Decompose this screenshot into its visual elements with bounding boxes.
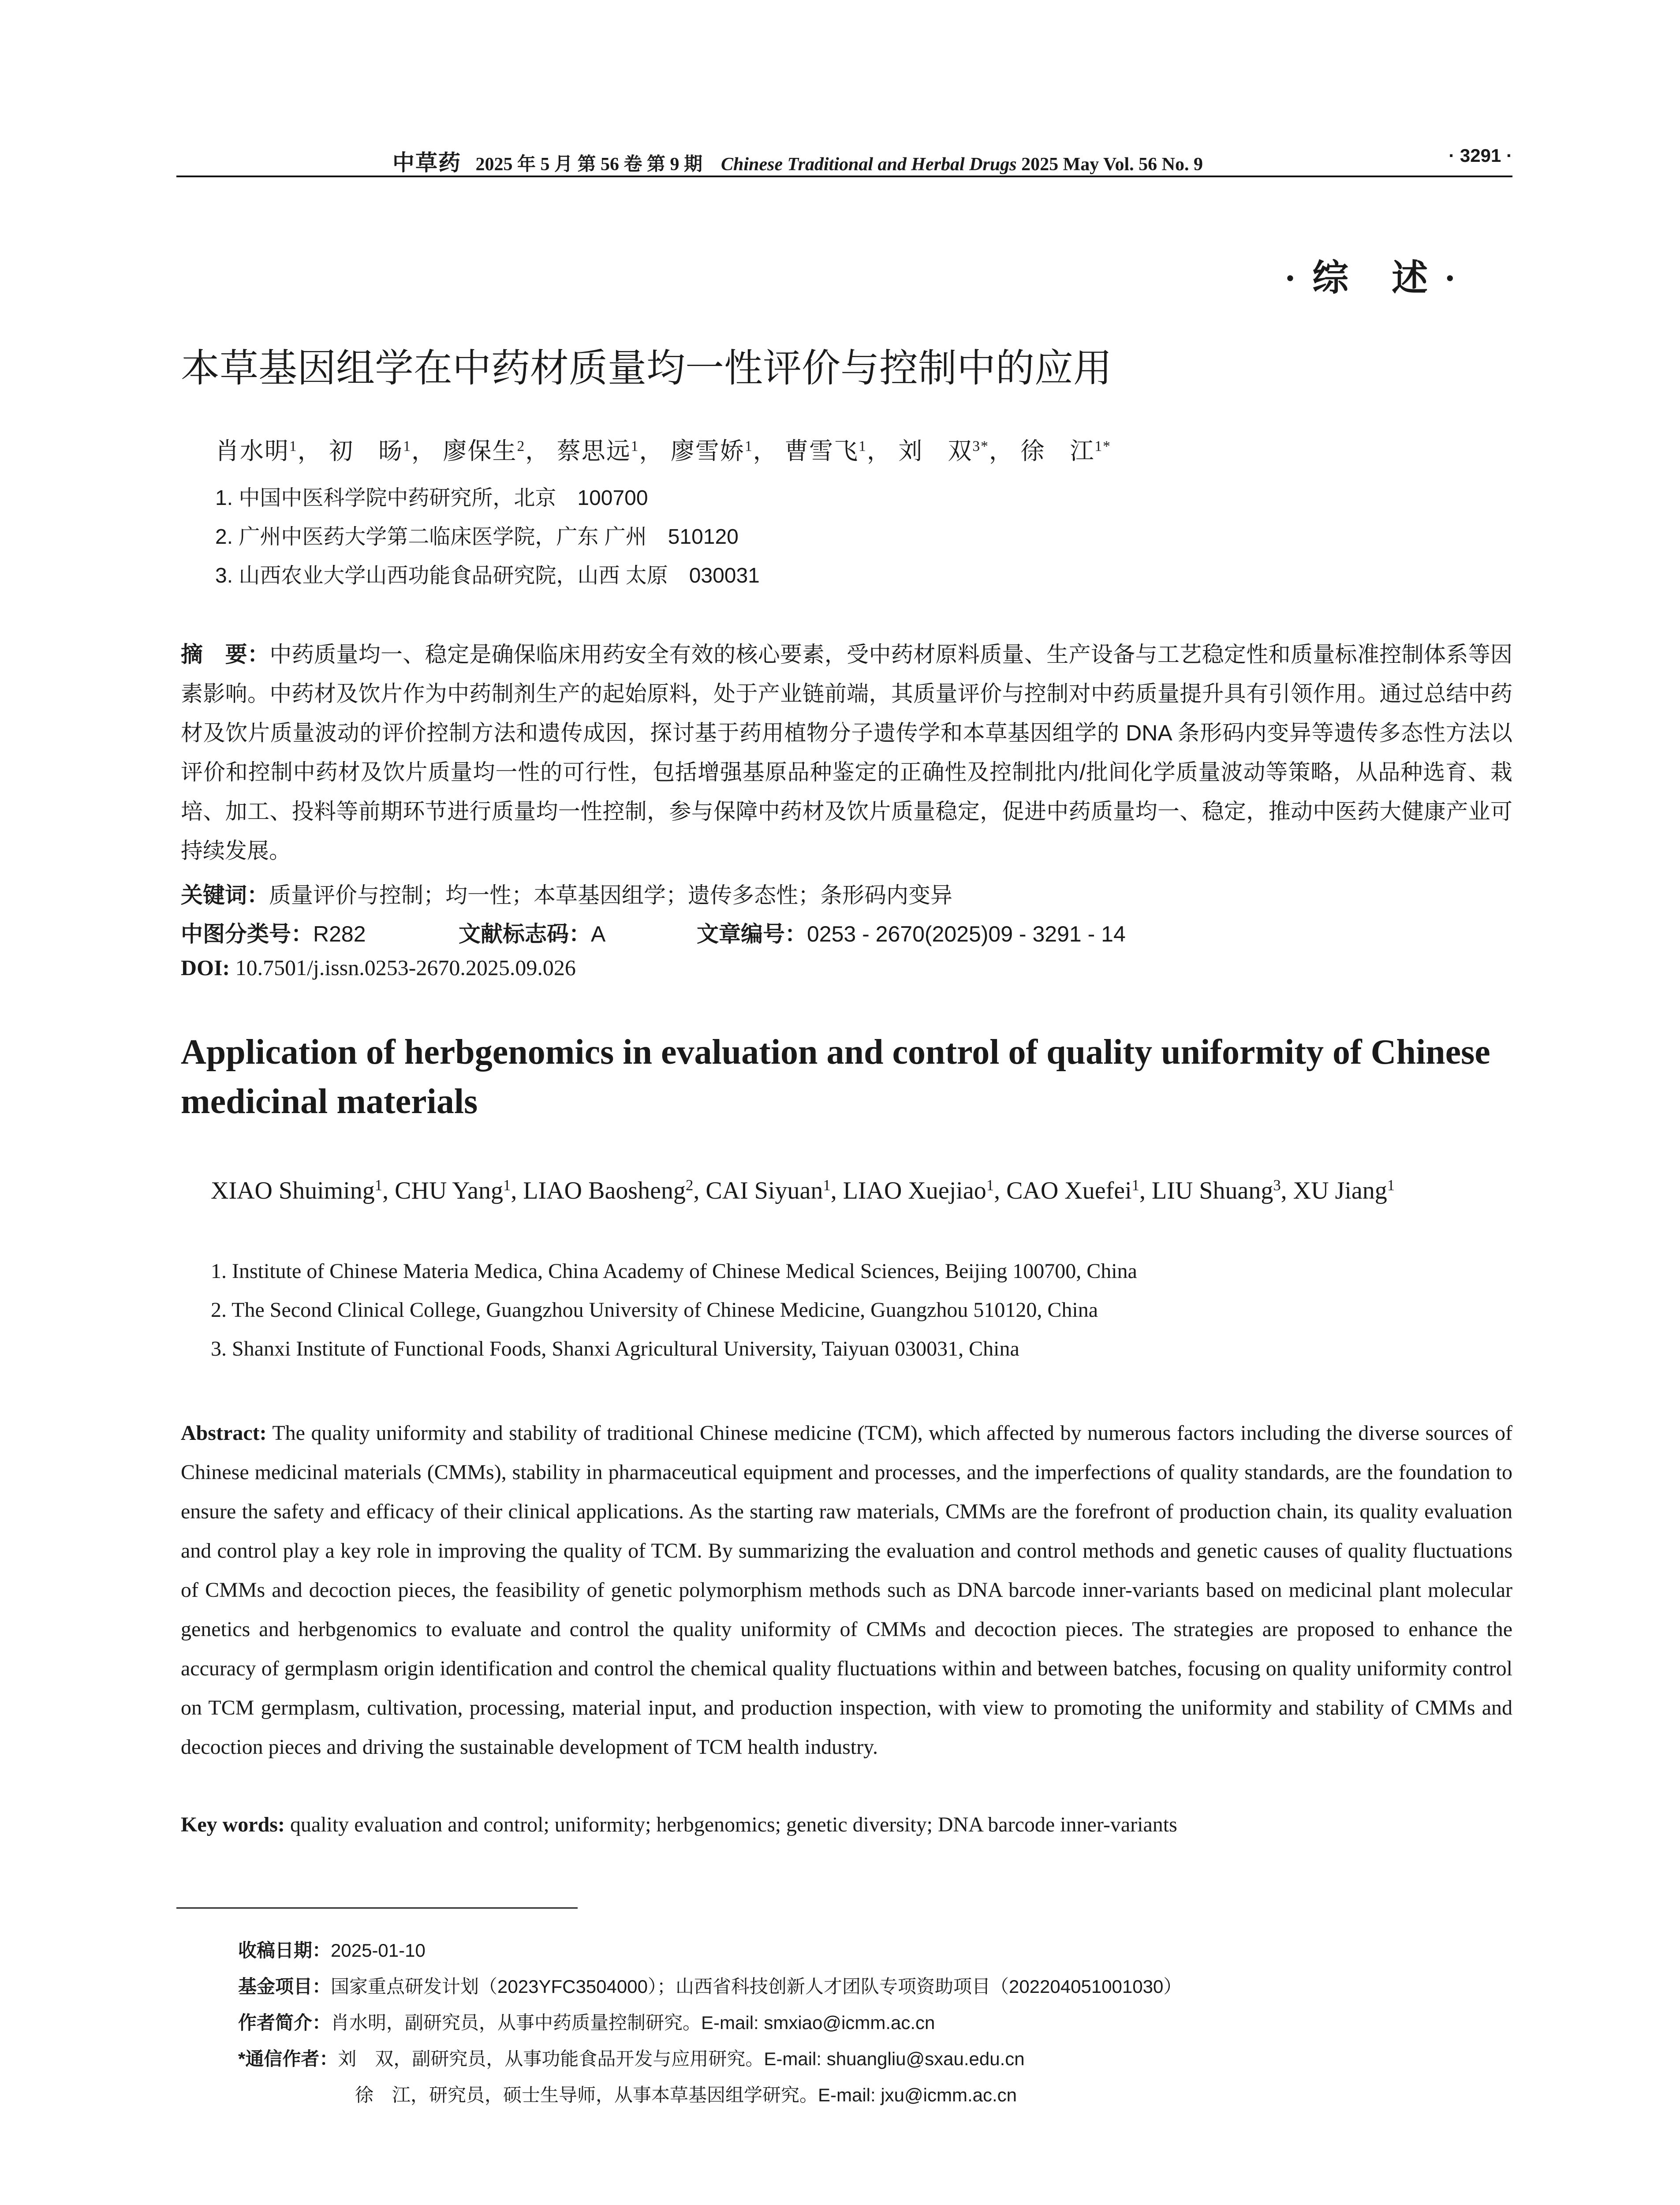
keywords-en	[181, 1813, 1177, 1837]
author-en: XU Jiang$^1$	[1293, 1176, 1395, 1204]
abstract-cn-label: 摘 要：	[181, 642, 270, 667]
journal-short-name: 中草药	[392, 150, 461, 175]
footnote-fund: 基金项目：国家重点研发计划（2023YFC3504000）；山西省科技创新人才团队专项资助项目（202204051001030）	[238, 1976, 1182, 1997]
keywords-en-text: quality evaluation and control; uniformity; herbgenomics; genetic diversity; DNA barcode inner-variants	[290, 1813, 1177, 1836]
authors-cn	[215, 432, 1111, 466]
abstract-cn	[181, 635, 1512, 871]
section-label: · 综 述 ·	[1284, 258, 1460, 298]
page-number: · 3291 ·	[1449, 145, 1512, 166]
footnote-corresponding-2: 徐 江，研究员，硕士生导师，从事本草基因组学研究。E-mail: jxu@icmm.ac.cn	[355, 2085, 1017, 2105]
affiliation-en: 1. Institute of Chinese Materia Medica, China Academy of Chinese Medical Sciences, Beijing 100700, China	[211, 1259, 1137, 1283]
author-cn: 廖雪娇$^1$，	[670, 438, 778, 464]
doc-code-label: 文献标志码：	[459, 922, 591, 946]
author-en: CAO Xuefei$^1$,	[1006, 1176, 1152, 1204]
author-cn: 刘 双$^{3*}$，	[898, 438, 1014, 464]
author-cn: 蔡思远$^1$，	[556, 438, 664, 464]
affiliation-cn: 3. 山西农业大学山西功能食品研究院，山西 太原 030031	[215, 564, 760, 587]
author-en: LIAO Xuejiao$^1$,	[843, 1176, 1007, 1204]
running-header	[176, 143, 1512, 175]
doc-code-value: A	[591, 922, 606, 946]
doi-value[interactable]: 10.7501/j.issn.0253-2670.2025.09.026	[235, 955, 576, 980]
author-cn: 曹雪飞$^1$，	[784, 438, 892, 464]
author-en: LIAO Baosheng$^2$,	[523, 1176, 706, 1204]
abstract-cn-text: 中药质量均一、稳定是确保临床用药安全有效的核心要素，受中药材原料质量、生产设备与工艺稳定性和质量标准控制体系等因素影响。中药材及饮片作为中药制剂生产的起始原料，处于产业链前端，其质量评价与控制对中药质量提升具有引领作用。通过总结中药材及饮片质量波动的评价控制方法和遗传成因，探讨基于药用植物分子遗传学和本草基因组学的 DNA 条形码内变异等遗传多态性方法以评价和控制中药材及饮片质量均一性的可行性，包括增强基原品种鉴定的正确性及控制批内/批间化学质量波动等策略，从品种选育、栽培、加工、投料等前期环节进行质量均一性控制，参与保障中药材及饮片质量稳定，促进中药质量均一、稳定，推动中医药大健康产业可持续发展。	[181, 642, 1513, 863]
keywords-cn-label: 关键词：	[181, 883, 269, 908]
abstract-en-label: Abstract:	[181, 1421, 267, 1445]
footnote-author-bio: 作者简介：肖水明，副研究员，从事中药质量控制研究。E-mail: smxiao@icmm.ac.cn	[238, 2012, 935, 2033]
author-en: CHU Yang$^1$,	[395, 1176, 523, 1204]
keywords-cn-text: 质量评价与控制；均一性；本草基因组学；遗传多态性；条形码内变异	[269, 883, 952, 908]
doi-line	[181, 955, 576, 980]
issue-cn: 2025 年 5 月 第 56 卷 第 9 期	[475, 154, 703, 175]
footnote-received: 收稿日期：2025-01-10	[238, 1940, 426, 1961]
author-cn: 初 旸$^1$，	[329, 438, 436, 464]
affiliation-en: 2. The Second Clinical College, Guangzhou University of Chinese Medicine, Guangzhou 510120, China	[211, 1298, 1098, 1322]
title-cn: 本草基因组学在中药材质量均一性评价与控制中的应用	[181, 346, 1113, 390]
article-no-label: 文章编号：	[697, 922, 807, 946]
author-en: LIU Shuang$^3$,	[1152, 1176, 1293, 1204]
affiliation-cn: 2. 广州中医药大学第二临床医学院，广东 广州 510120	[215, 525, 739, 549]
header-rule	[176, 176, 1512, 177]
author-en: CAI Siyuan$^1$,	[706, 1176, 843, 1204]
article-no-value: 0253 - 2670(2025)09 - 3291 - 14	[807, 922, 1126, 946]
clc-value: R282	[313, 922, 366, 946]
keywords-cn	[181, 878, 952, 909]
keywords-en-label: Key words:	[181, 1813, 285, 1836]
footnote-rule	[176, 1907, 578, 1909]
title-en: Application of herbgenomics in evaluation and control of quality uniformity of Chinese medicinal materials	[181, 1033, 1490, 1121]
author-en: XIAO Shuiming$^1$,	[211, 1176, 395, 1204]
footnote-corresponding-1: *通信作者：刘 双，副研究员，从事功能食品开发与应用研究。E-mail: shuangliu@sxau.edu.cn	[238, 2048, 1025, 2069]
author-cn: 廖保生$^2$，	[443, 438, 550, 464]
issue-en-tail: 2025 May Vol. 56 No. 9	[1021, 154, 1203, 175]
affiliation-cn: 1. 中国中医科学院中药研究所，北京 100700	[215, 486, 648, 510]
clc-label: 中图分类号：	[181, 922, 313, 946]
affiliation-en: 3. Shanxi Institute of Functional Foods, Shanxi Agricultural University, Taiyuan 030031, China	[211, 1337, 1019, 1360]
author-cn: 徐 江$^{1*}$	[1020, 438, 1111, 464]
doi-label: DOI:	[181, 955, 230, 980]
author-cn: 肖水明$^1$，	[215, 438, 322, 464]
issue-en-journal: Chinese Traditional and Herbal Drugs	[721, 154, 1017, 175]
authors-en	[211, 1171, 1516, 1211]
classification-row	[181, 916, 1126, 948]
abstract-en	[181, 1413, 1512, 1767]
abstract-en-text: The quality uniformity and stability of traditional Chinese medicine (TCM), which affected by numerous factors including the diverse sources of Chinese medicinal materials (CMMs), stability in pharmaceutical equipment and processes, and the imperfections of quality standards, are the foundation to ensure the safety and efficacy of their clinical applications. As the starting raw materials, CMMs are the forefront of production chain, its quality evaluation and control play a key role in improving the quality of TCM. By summarizing the evaluation and control methods and genetic causes of quality fluctuations of CMMs and decoction pieces, the feasibility of genetic polymorphism methods such as DNA barcode inner-variants based on medicinal plant molecular genetics and herbgenomics to evaluate and control the quality uniformity of CMMs and decoction pieces. The strategies are proposed to enhance the accuracy of germplasm origin identification and control the chemical quality fluctuations within and between batches, focusing on quality uniformity control on TCM germplasm, cultivation, processing, material input, and production inspection, with view to promoting the uniformity and stability of CMMs and decoction pieces and driving the sustainable development of TCM health industry.	[181, 1421, 1512, 1759]
journal-issue-line	[392, 145, 1203, 177]
